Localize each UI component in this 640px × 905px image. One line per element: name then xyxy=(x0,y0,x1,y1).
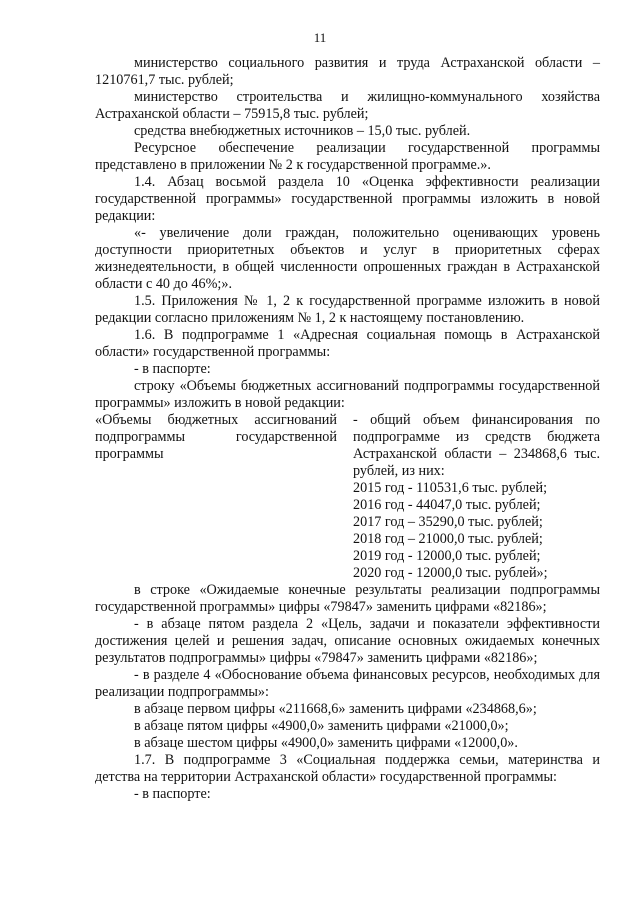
table-year-line: 2018 год – 21000,0 тыс. рублей; xyxy=(353,531,543,547)
paragraph: министерство строительства и жилищно-коммунального хозяйства Астраханской области – 75915,8 тыс. рублей; xyxy=(95,89,600,122)
paragraph: в абзаце шестом цифры «4900,0» заменить цифрами «12000,0». xyxy=(134,735,518,751)
paragraph: средства внебюджетных источников – 15,0 тыс. рублей. xyxy=(134,123,471,139)
paragraph: министерство социального развития и труда Астраханской области – 1210761,7 тыс. рублей; xyxy=(95,55,600,88)
paragraph: в абзаце первом цифры «211668,6» заменить цифрами «234868,6»; xyxy=(134,701,537,717)
table-year-line: 2017 год – 35290,0 тыс. рублей; xyxy=(353,514,543,530)
table-right-cell xyxy=(353,412,600,582)
paragraph: «- увеличение доли граждан, положительно оценивающих уровень доступности приоритетных объектов и услуг в приоритетных сферах жизнедеятельности, в общей численности опрошенных граждан в Астраханской области с 40 до 46%;». xyxy=(95,225,600,292)
paragraph: - в разделе 4 «Обоснование объема финансовых ресурсов, необходимых для реализации подпрограммы»: xyxy=(95,667,600,700)
paragraph: 1.5. Приложения № 1, 2 к государственной программе изложить в новой редакции согласно приложениям № 1, 2 к настоящему постановлению. xyxy=(95,293,600,326)
paragraph: - в абзаце пятом раздела 2 «Цель, задачи и показатели эффективности достижения целей и решения задач, описание основных ожидаемых конечных результатов подпрограммы» цифры «79847» заменить цифрами «82186»; xyxy=(95,616,600,666)
budget-table xyxy=(95,412,600,582)
paragraphs-after xyxy=(95,582,600,803)
paragraph: строку «Объемы бюджетных ассигнований подпрограммы государственной программы» изложить в новой редакции: xyxy=(95,378,600,411)
paragraph: в строке «Ожидаемые конечные результаты реализации подпрограммы государственной программы» цифры «79847» заменить цифрами «82186»; xyxy=(95,582,600,615)
paragraph: в абзаце пятом цифры «4900,0» заменить цифрами «21000,0»; xyxy=(134,718,509,734)
table-year-line: 2016 год - 44047,0 тыс. рублей; xyxy=(353,497,541,513)
paragraph: 1.6. В подпрограмме 1 «Адресная социальная помощь в Астраханской области» государственной программы: xyxy=(95,327,600,360)
paragraph: - в паспорте: xyxy=(134,361,211,377)
table-left-cell: «Объемы бюджетных ассигнований подпрограммы государственной программы xyxy=(95,412,337,462)
paragraphs-before xyxy=(95,55,600,412)
paragraph: 1.4. Абзац восьмой раздела 10 «Оценка эффективности реализации государственной программы» государственной программы изложить в новой редакции: xyxy=(95,174,600,224)
paragraph: Ресурсное обеспечение реализации государственной программы представлено в приложении № 2 к государственной программе.». xyxy=(95,140,600,173)
table-year-line: 2015 год - 110531,6 тыс. рублей; xyxy=(353,480,548,496)
table-year-line: 2019 год - 12000,0 тыс. рублей; xyxy=(353,548,541,564)
page-number: 11 xyxy=(313,30,327,45)
paragraph: 1.7. В подпрограмме 3 «Социальная поддержка семьи, материнства и детства на территории Астраханской области» государственной программы: xyxy=(95,752,600,785)
document-body xyxy=(95,55,600,803)
table-right-intro: - общий объем финансирования по подпрограмме из средств бюджета Астраханской области – 234868,6 тыс. рублей, из них: xyxy=(353,412,600,479)
table-year-line: 2020 год - 12000,0 тыс. рублей»; xyxy=(353,565,548,581)
paragraph: - в паспорте: xyxy=(134,786,211,802)
